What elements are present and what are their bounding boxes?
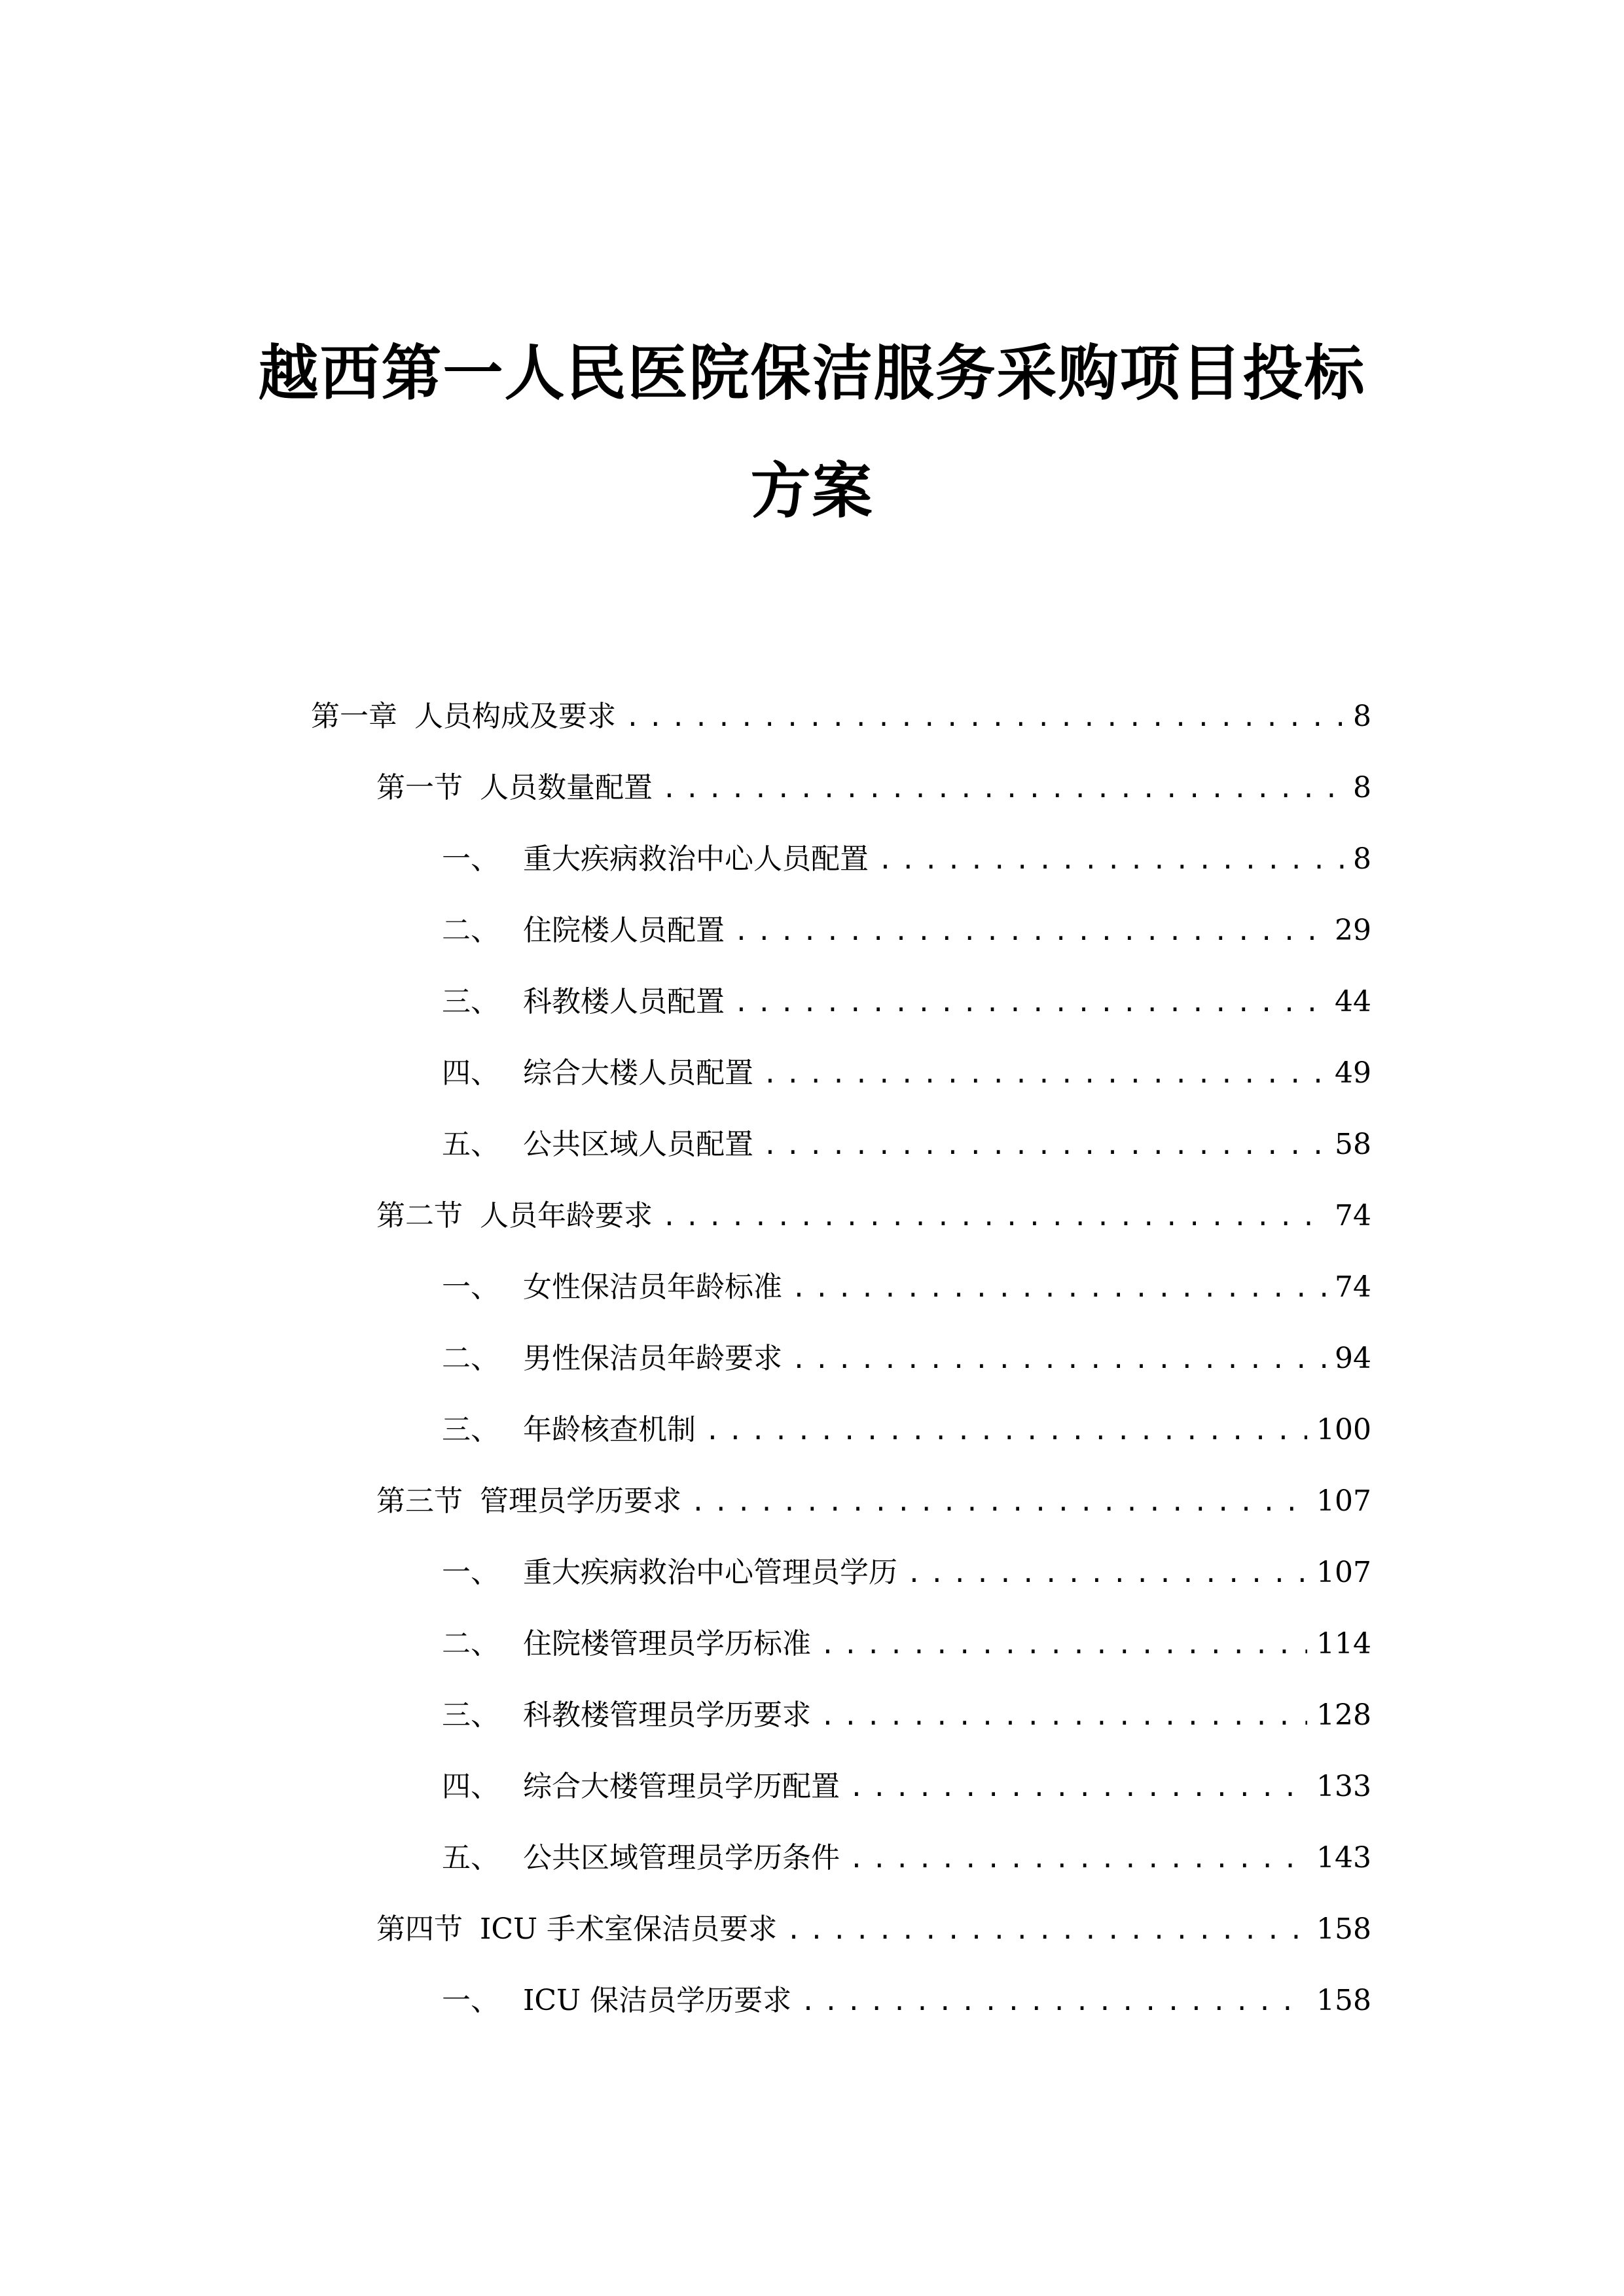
toc-entry-title: 科教楼管理员学历要求 [523,1698,811,1732]
toc-entry-prefix: 一、 [442,1556,499,1589]
toc-entry-section[interactable] [376,765,1371,811]
toc-dot-leader [878,837,1344,883]
toc-entry-subsection[interactable] [442,1835,1371,1881]
toc-entry-title: 人员构成及要求 [414,700,616,733]
toc-entry-title: 综合大楼人员配置 [523,1056,753,1090]
toc-entry-prefix: 第二节 [376,1199,463,1232]
toc-dot-leader [801,1979,1307,2024]
toc-entry-subsection[interactable] [442,1764,1371,1810]
toc-entry-page: 58 [1335,1128,1371,1161]
toc-dot-leader [786,1907,1307,1953]
toc-entry-page: 107 [1316,1484,1371,1518]
toc-entry-prefix: 第一章 [311,700,397,733]
toc-entry-prefix: 四、 [442,1770,499,1803]
toc-dot-leader [791,1336,1326,1382]
toc-entry-subsection[interactable] [442,1336,1371,1382]
toc-entry-title: 综合大楼管理员学历配置 [523,1770,840,1803]
toc-entry-title: 人员年龄要求 [480,1199,653,1232]
toc-entry-section[interactable] [376,1479,1371,1524]
toc-entry-subsection[interactable] [442,836,1371,882]
toc-dot-leader [763,1051,1326,1097]
toc-entry-prefix: 三、 [442,985,499,1018]
toc-entry-prefix: 一、 [442,1270,499,1304]
toc-entry-prefix: 五、 [442,1841,499,1874]
toc-entry-title: 科教楼人员配置 [523,985,725,1018]
toc-entry-title: 住院楼人员配置 [523,914,725,947]
toc-entry-prefix: 四、 [442,1056,499,1090]
toc-entry-prefix: 三、 [442,1698,499,1732]
toc-entry-title: ICU 手术室保洁员要求 [480,1912,778,1946]
toc-dot-leader [849,1765,1307,1810]
toc-entry-title: 重大疾病救治中心管理员学历 [523,1556,897,1589]
toc-dot-leader [907,1551,1307,1596]
toc-entry-subsection[interactable] [442,908,1371,954]
toc-entry-title: 年龄核查机制 [523,1413,696,1446]
toc-entry-page: 74 [1335,1270,1371,1304]
toc-entry-page: 44 [1335,985,1371,1018]
toc-dot-leader [820,1622,1307,1668]
toc-entry-title: ICU 保洁员学历要求 [523,1984,792,2017]
toc-entry-title: 人员数量配置 [480,771,653,804]
toc-entry-page: 107 [1316,1556,1371,1589]
toc-entry-page: 8 [1353,842,1371,876]
toc-dot-leader [662,1194,1326,1240]
toc-entry-title: 公共区域人员配置 [523,1128,753,1161]
toc-dot-leader [734,980,1326,1026]
toc-dot-leader [705,1408,1307,1454]
toc-entry-subsection[interactable] [442,1693,1371,1738]
toc-entry-page: 143 [1316,1841,1371,1874]
toc-entry-page: 158 [1316,1912,1371,1946]
toc-dot-leader [734,908,1326,954]
toc-entry-title: 重大疾病救治中心人员配置 [523,842,869,876]
toc-entry-subsection[interactable] [442,1407,1371,1453]
toc-dot-leader [820,1693,1307,1739]
toc-entry-page: 8 [1353,771,1371,804]
toc-entry-prefix: 第四节 [376,1912,463,1946]
toc-entry-prefix: 一、 [442,1984,499,2017]
toc-entry-page: 74 [1335,1199,1371,1232]
toc-entry-subsection[interactable] [442,1122,1371,1168]
toc-entry-subsection[interactable] [442,1621,1371,1667]
toc-entry-subsection[interactable] [442,1978,1371,2024]
toc-entry-page: 114 [1316,1627,1371,1660]
toc-entry-title: 住院楼管理员学历标准 [523,1627,811,1660]
toc-entry-prefix: 二、 [442,1342,499,1375]
toc-dot-leader [791,1265,1326,1311]
toc-entry-title: 公共区域管理员学历条件 [523,1841,840,1874]
toc-dot-leader [625,694,1344,740]
toc-entry-page: 158 [1316,1984,1371,2017]
toc-entry-section[interactable] [376,1193,1371,1239]
toc-entry-page: 49 [1335,1056,1371,1090]
toc-dot-leader [763,1122,1326,1168]
toc-entry-page: 94 [1335,1342,1371,1375]
toc-entry-prefix: 二、 [442,914,499,947]
toc-dot-leader [662,766,1344,812]
toc-entry-title: 男性保洁员年龄要求 [523,1342,782,1375]
toc-entry-section[interactable] [376,1907,1371,1952]
toc-dot-leader [849,1836,1307,1882]
toc-entry-chapter[interactable] [311,694,1371,740]
toc-entry-subsection[interactable] [442,979,1371,1025]
toc-entry-title: 管理员学历要求 [480,1484,681,1518]
toc-entry-page: 128 [1316,1698,1371,1732]
toc-entry-title: 女性保洁员年龄标准 [523,1270,782,1304]
toc-entry-subsection[interactable] [442,1050,1371,1096]
document-title-line-2: 方案 [750,456,874,526]
toc-entry-page: 100 [1316,1413,1371,1446]
toc-entry-prefix: 第一节 [376,771,463,804]
toc-entry-page: 133 [1316,1770,1371,1803]
toc-entry-subsection[interactable] [442,1265,1371,1310]
toc-entry-prefix: 一、 [442,842,499,876]
toc-entry-prefix: 五、 [442,1128,499,1161]
toc-entry-page: 8 [1353,700,1371,733]
toc-entry-page: 29 [1335,914,1371,947]
toc-entry-subsection[interactable] [442,1550,1371,1596]
toc-entry-prefix: 第三节 [376,1484,463,1518]
toc-entry-prefix: 二、 [442,1627,499,1660]
document-title-line-1: 越西第一人民医院保洁服务采购项目投标 [258,338,1366,408]
toc-dot-leader [691,1479,1307,1525]
toc-entry-prefix: 三、 [442,1413,499,1446]
